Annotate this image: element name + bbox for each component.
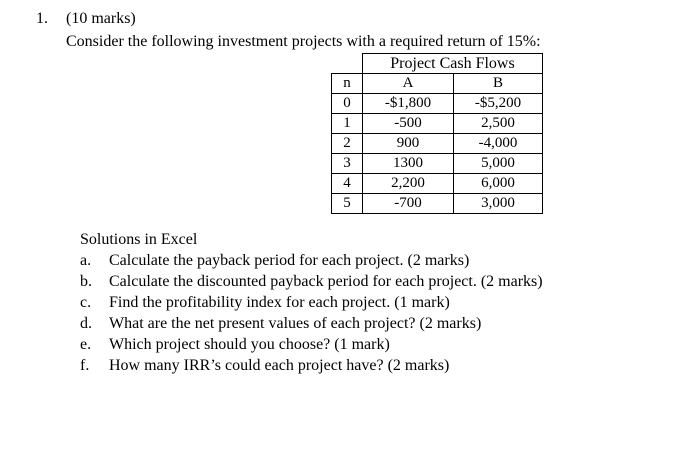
part-text: Calculate the discounted payback period for each project. (2 marks)	[109, 273, 543, 290]
question-number: 1.	[36, 10, 48, 27]
table-title: Project Cash Flows	[363, 54, 543, 74]
part-text: How many IRR’s could each project have? (2 marks)	[109, 357, 450, 374]
cell-a: -700	[363, 194, 454, 214]
table-title-row	[332, 54, 543, 74]
question-header	[36, 9, 136, 29]
table-row	[332, 114, 543, 134]
table-header-row	[332, 74, 543, 94]
cell-n: 2	[332, 134, 363, 154]
question-marks: (10 marks)	[66, 10, 136, 27]
cell-b: -4,000	[454, 134, 543, 154]
part-label: b.	[80, 273, 92, 290]
cell-a: 900	[363, 134, 454, 154]
cell-b: 3,000	[454, 194, 543, 214]
list-item	[80, 334, 543, 355]
cell-b: -$5,200	[454, 94, 543, 114]
cell-a: -500	[363, 114, 454, 134]
table-row	[332, 174, 543, 194]
cell-b: 2,500	[454, 114, 543, 134]
list-item	[80, 250, 543, 271]
cell-n: 3	[332, 154, 363, 174]
list-item	[80, 355, 543, 376]
table-row	[332, 194, 543, 214]
header-b: B	[454, 74, 543, 94]
part-text: Find the profitability index for each project. (1 mark)	[109, 294, 450, 311]
part-label: d.	[80, 315, 92, 332]
list-item	[80, 292, 543, 313]
cell-n: 4	[332, 174, 363, 194]
cell-n: 5	[332, 194, 363, 214]
table-row	[332, 154, 543, 174]
header-n: n	[332, 74, 363, 94]
cell-n: 1	[332, 114, 363, 134]
cell-n: 0	[332, 94, 363, 114]
part-text: What are the net present values of each project? (2 marks)	[109, 315, 482, 332]
part-label: a.	[80, 252, 92, 269]
part-text: Calculate the payback period for each project. (2 marks)	[109, 252, 470, 269]
cell-b: 6,000	[454, 174, 543, 194]
cell-a: -$1,800	[363, 94, 454, 114]
list-item	[80, 271, 543, 292]
cell-a: 2,200	[363, 174, 454, 194]
part-label: e.	[80, 336, 92, 353]
list-item	[80, 313, 543, 334]
header-a: A	[363, 74, 454, 94]
part-text: Which project should you choose? (1 mark)	[109, 336, 390, 353]
question-intro: Consider the following investment projects with a required return of 15%:	[66, 33, 541, 50]
cell-b: 5,000	[454, 154, 543, 174]
question-parts-list	[80, 250, 543, 376]
part-label: f.	[80, 357, 90, 374]
part-label: c.	[80, 294, 92, 311]
table-empty-corner	[332, 54, 363, 74]
cell-a: 1300	[363, 154, 454, 174]
solutions-title: Solutions in Excel	[80, 231, 198, 248]
table-row	[332, 134, 543, 154]
table-row	[332, 94, 543, 114]
cash-flow-table	[331, 53, 543, 214]
